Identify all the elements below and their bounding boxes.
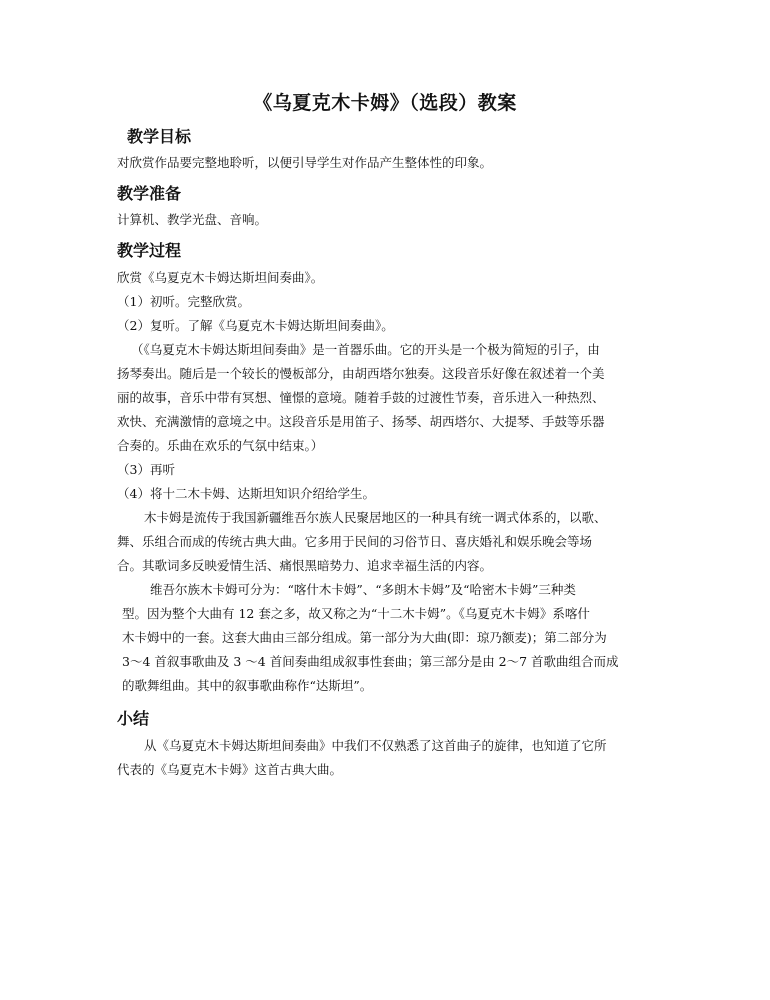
process-line: 欣赏《乌夏克木卡姆达斯坦间奏曲》。 (117, 270, 324, 285)
goal-text: 对欣赏作品要完整地聆听，以便引导学生对作品产生整体性的印象。 (117, 155, 493, 170)
process-line: 木卡姆中的一套。这套大曲由三部分组成。第一部分为大曲(即：琼乃额麦)；第二部分为 (122, 630, 607, 645)
process-line: 欢快、充满激情的意境之中。这段音乐是用笛子、扬琴、胡西塔尔、大提琴、手鼓等乐器 (117, 414, 605, 429)
process-line: 舞、乐组合而成的传统古典大曲。它多用于民间的习俗节日、喜庆婚礼和娱乐晚会等场 (117, 534, 593, 549)
prep-text: 计算机、教学光盘、音响。 (117, 212, 268, 227)
document-title: 《乌夏克木卡姆》（选段）教案 (253, 92, 517, 114)
process-line: （《乌夏克木卡姆达斯坦间奏曲》是一首器乐曲。它的开头是一个极为简短的引子，由 (131, 342, 600, 357)
process-line: 扬琴奏出。随后是一个较长的慢板部分，由胡西塔尔独奏。这段音乐好像在叙述着一个美 (117, 366, 605, 381)
process-line: （3）再听 (117, 462, 175, 477)
process-line: 维吾尔族木卡姆可分为：“喀什木卡姆”、“多朗木卡姆”及“哈密木卡姆”三种类 (150, 582, 576, 597)
process-line: （4）将十二木卡姆、达斯坦知识介绍给学生。 (117, 486, 375, 501)
process-line: 木卡姆是流传于我国新疆维吾尔族人民聚居地区的一种具有统一调式体系的，以歌、 (144, 510, 607, 525)
process-line: 合奏的。乐曲在欢乐的气氛中结束。） (117, 438, 324, 453)
summary-line: 代表的《乌夏克木卡姆》这首古典大曲。 (117, 762, 343, 777)
process-line: 3～4 首叙事歌曲及 3 ～4 首间奏曲组成叙事性套曲；第三部分是由 2～7 首歌曲组合而成 (122, 654, 619, 669)
process-line: 丽的故事，音乐中带有冥想、憧憬的意境。随着手鼓的过渡性节奏，音乐进入一种热烈、 (117, 390, 605, 405)
process-line: 的歌舞组曲。其中的叙事歌曲称作“达斯坦”。 (122, 678, 373, 693)
process-line: （2）复听。了解《乌夏克木卡姆达斯坦间奏曲》。 (117, 318, 394, 333)
process-line: 合。其歌词多反映爱情生活、痛恨黑暗势力、追求幸福生活的内容。 (117, 558, 493, 573)
heading-teaching-goal: 教学目标 (127, 127, 192, 146)
heading-summary: 小结 (117, 709, 150, 728)
process-line: （1）初听。完整欣赏。 (117, 294, 250, 309)
heading-teaching-prep: 教学准备 (117, 184, 182, 203)
summary-line: 从《乌夏克木卡姆达斯坦间奏曲》中我们不仅熟悉了这首曲子的旋律，也知道了它所 (144, 738, 607, 753)
process-line: 型。因为整个大曲有 12 套之多，故又称之为“十二木卡姆”。《乌夏克木卡姆》系喀什 (122, 606, 590, 621)
heading-teaching-process: 教学过程 (117, 241, 182, 260)
